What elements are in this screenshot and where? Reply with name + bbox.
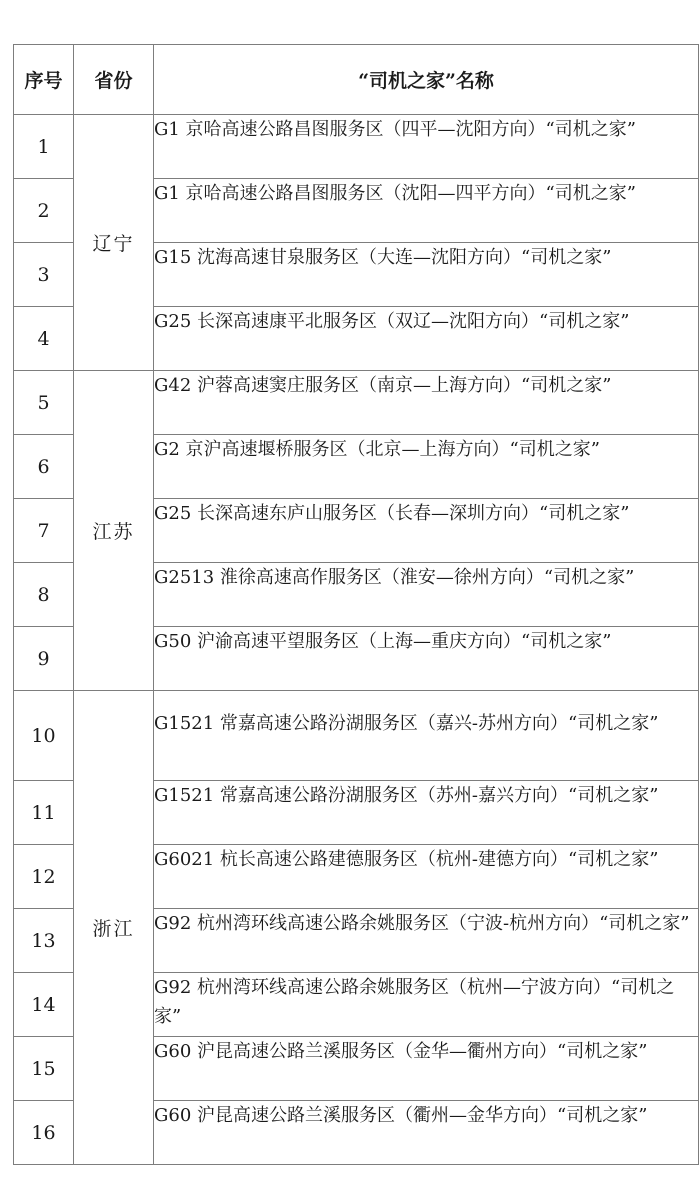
header-row: [14, 45, 699, 115]
service-area-name: G60 沪昆高速公路兰溪服务区（金华—衢州方向）“司机之家”: [154, 1037, 699, 1101]
service-area-name: G1 京哈高速公路昌图服务区（沈阳—四平方向）“司机之家”: [154, 179, 699, 243]
row-number: 15: [14, 1037, 74, 1101]
service-area-name: G25 长深高速康平北服务区（双辽—沈阳方向）“司机之家”: [154, 307, 699, 371]
header-province: 省份: [74, 45, 154, 115]
service-area-name: G2513 淮徐高速高作服务区（淮安—徐州方向）“司机之家”: [154, 563, 699, 627]
service-area-name: G50 沪渝高速平望服务区（上海—重庆方向）“司机之家”: [154, 627, 699, 691]
row-number: 6: [14, 435, 74, 499]
service-area-name: G1 京哈高速公路昌图服务区（四平—沈阳方向）“司机之家”: [154, 115, 699, 179]
table-row: [14, 115, 699, 179]
row-number: 7: [14, 499, 74, 563]
service-area-name: G42 沪蓉高速窦庄服务区（南京—上海方向）“司机之家”: [154, 371, 699, 435]
service-area-name: G1521 常嘉高速公路汾湖服务区（嘉兴-苏州方向）“司机之家”: [154, 691, 699, 781]
service-area-name: G1521 常嘉高速公路汾湖服务区（苏州-嘉兴方向）“司机之家”: [154, 781, 699, 845]
row-number: 8: [14, 563, 74, 627]
province-cell: 浙江: [74, 691, 154, 1165]
service-area-name: G15 沈海高速甘泉服务区（大连—沈阳方向）“司机之家”: [154, 243, 699, 307]
header-name: “司机之家”名称: [154, 45, 699, 115]
row-number: 3: [14, 243, 74, 307]
row-number: 11: [14, 781, 74, 845]
province-cell: 辽宁: [74, 115, 154, 371]
service-area-name: G92 杭州湾环线高速公路余姚服务区（宁波-杭州方向）“司机之家”: [154, 909, 699, 973]
row-number: 5: [14, 371, 74, 435]
row-number: 16: [14, 1101, 74, 1165]
row-number: 4: [14, 307, 74, 371]
service-area-name: G92 杭州湾环线高速公路余姚服务区（杭州—宁波方向）“司机之家”: [154, 973, 699, 1037]
header-no: 序号: [14, 45, 74, 115]
row-number: 2: [14, 179, 74, 243]
driver-home-table: [13, 44, 699, 1165]
row-number: 10: [14, 691, 74, 781]
row-number: 13: [14, 909, 74, 973]
table-row: [14, 691, 699, 781]
service-area-name: G6021 杭长高速公路建德服务区（杭州-建德方向）“司机之家”: [154, 845, 699, 909]
row-number: 12: [14, 845, 74, 909]
service-area-name: G60 沪昆高速公路兰溪服务区（衢州—金华方向）“司机之家”: [154, 1101, 699, 1165]
row-number: 9: [14, 627, 74, 691]
province-cell: 江苏: [74, 371, 154, 691]
row-number: 14: [14, 973, 74, 1037]
service-area-name: G2 京沪高速堰桥服务区（北京—上海方向）“司机之家”: [154, 435, 699, 499]
table-row: [14, 371, 699, 435]
service-area-name: G25 长深高速东庐山服务区（长春—深圳方向）“司机之家”: [154, 499, 699, 563]
row-number: 1: [14, 115, 74, 179]
